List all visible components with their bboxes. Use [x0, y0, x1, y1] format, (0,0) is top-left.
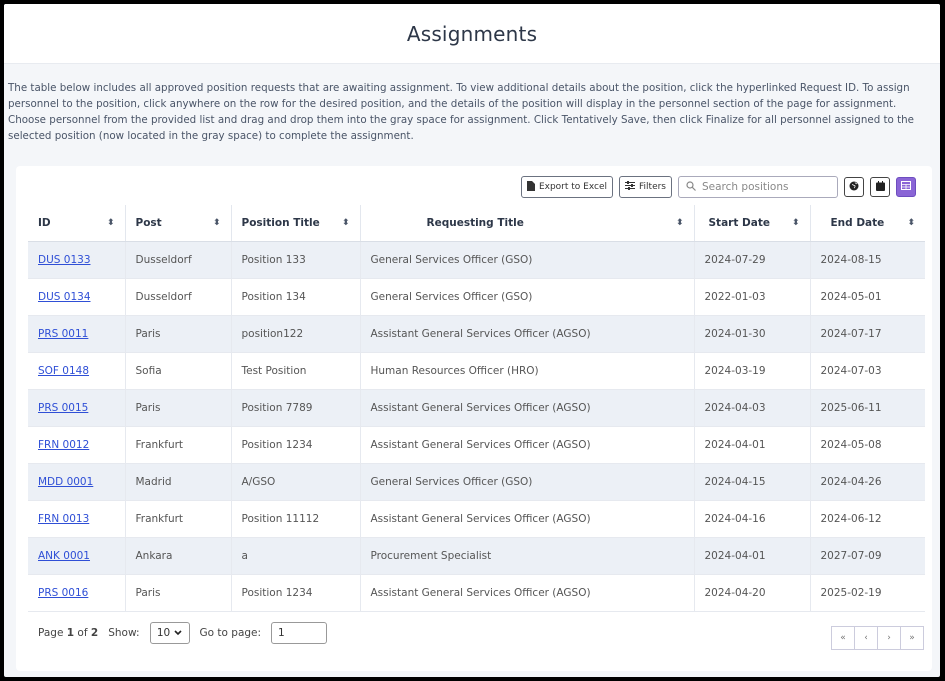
cell-start-date: 2024-04-01 — [694, 537, 810, 574]
request-id-link[interactable]: PRS 0016 — [38, 586, 89, 599]
cell-position-title: Position 1234 — [231, 574, 360, 611]
table-row[interactable] — [28, 278, 925, 315]
cell-position-title: Position 11112 — [231, 500, 360, 537]
table-row[interactable] — [28, 574, 925, 611]
sort-icon: ⬍ — [907, 217, 915, 228]
column-header-start-date[interactable]: Start Date ⬍ — [694, 205, 810, 241]
cell-requesting-title: Assistant General Services Officer (AGSO) — [360, 315, 694, 352]
cell-position-title: Test Position — [231, 352, 360, 389]
cell-position-title: position122 — [231, 315, 360, 352]
export-excel-button[interactable] — [521, 176, 613, 198]
cell-post: Ankara — [125, 537, 231, 574]
cell-position-title: a — [231, 537, 360, 574]
request-id-link[interactable]: FRN 0013 — [38, 512, 90, 525]
cell-start-date: 2024-03-19 — [694, 352, 810, 389]
cell-requesting-title: Assistant General Services Officer (AGSO) — [360, 500, 694, 537]
cell-id — [28, 278, 125, 315]
cell-id — [28, 463, 125, 500]
app-frame — [4, 4, 940, 677]
table-row[interactable] — [28, 352, 925, 389]
pagination-info — [38, 622, 327, 644]
cell-post: Madrid — [125, 463, 231, 500]
prev-page-button[interactable]: ‹ — [854, 626, 878, 650]
cell-start-date: 2024-01-30 — [694, 315, 810, 352]
cell-end-date: 2024-07-03 — [810, 352, 925, 389]
search-icon — [686, 181, 696, 194]
sort-icon: ⬍ — [212, 217, 221, 228]
cell-end-date: 2024-04-26 — [810, 463, 925, 500]
title-bar — [4, 4, 940, 64]
table-row[interactable] — [28, 426, 925, 463]
cell-id — [28, 426, 125, 463]
column-header-id[interactable]: ID ⬍ — [28, 205, 125, 241]
request-id-link[interactable]: PRS 0015 — [38, 401, 89, 414]
page-indicator: Page 1 of 2 — [38, 627, 99, 639]
request-id-link[interactable]: MDD 0001 — [38, 475, 94, 488]
cell-end-date: 2025-06-11 — [810, 389, 925, 426]
cell-post: Paris — [125, 315, 231, 352]
globe-icon — [849, 181, 859, 194]
cell-end-date: 2024-05-01 — [810, 278, 925, 315]
cell-start-date: 2024-04-15 — [694, 463, 810, 500]
request-id-link[interactable]: PRS 0011 — [38, 327, 89, 340]
request-id-link[interactable]: ANK 0001 — [38, 549, 90, 562]
column-header-requesting-title[interactable]: Requesting Title ⬍ — [360, 205, 694, 241]
globe-view-button[interactable] — [844, 177, 864, 197]
cell-requesting-title: General Services Officer (GSO) — [360, 463, 694, 500]
cell-requesting-title: Assistant General Services Officer (AGSO) — [360, 426, 694, 463]
table-row[interactable] — [28, 241, 925, 278]
table-header-row — [28, 205, 925, 241]
search-box — [678, 176, 838, 198]
positions-card — [16, 166, 932, 671]
table-icon — [901, 181, 911, 193]
table-row[interactable] — [28, 537, 925, 574]
table-row[interactable] — [28, 500, 925, 537]
cell-position-title: Position 1234 — [231, 426, 360, 463]
cell-requesting-title: Procurement Specialist — [360, 537, 694, 574]
file-icon — [527, 181, 535, 194]
goto-page-input[interactable]: 1 — [271, 622, 327, 644]
cell-position-title: Position 133 — [231, 241, 360, 278]
cell-requesting-title: Assistant General Services Officer (AGSO) — [360, 574, 694, 611]
cell-post: Paris — [125, 389, 231, 426]
page-title: Assignments — [406, 21, 538, 46]
cell-post: Dusseldorf — [125, 241, 231, 278]
cell-end-date: 2024-05-08 — [810, 426, 925, 463]
table-row[interactable] — [28, 315, 925, 352]
cell-end-date: 2024-07-17 — [810, 315, 925, 352]
cell-id — [28, 241, 125, 278]
cell-end-date: 2024-06-12 — [810, 500, 925, 537]
cell-start-date: 2024-04-16 — [694, 500, 810, 537]
cell-position-title: A/GSO — [231, 463, 360, 500]
cell-post: Sofia — [125, 352, 231, 389]
cell-id — [28, 389, 125, 426]
table-toolbar — [521, 176, 916, 198]
table-row[interactable] — [28, 463, 925, 500]
column-header-end-date[interactable]: End Date ⬍ — [810, 205, 925, 241]
last-page-button[interactable]: » — [900, 626, 924, 650]
cell-end-date: 2027-07-09 — [810, 537, 925, 574]
cell-id — [28, 574, 125, 611]
cell-id — [28, 315, 125, 352]
calendar-icon — [876, 181, 885, 194]
cell-requesting-title: General Services Officer (GSO) — [360, 278, 694, 315]
cell-position-title: Position 134 — [231, 278, 360, 315]
intro-text: The table below includes all approved position requests that are awaiting assignment. To view additional details about the position, click the hyperlinked Request ID. To assign personnel to the position, click anywhere on the row for the desired position, and the details of the position will display in the personnel section of the page for assignment. Choose personnel from the provided list and drag and drop them into the gray space for assignment. Click Tentatively Save, then click Finalize for all personnel assigned to the selected position (now located in the gray space) to complete the assignment. — [8, 82, 915, 142]
cell-start-date: 2024-04-01 — [694, 426, 810, 463]
column-header-post[interactable]: Post ⬍ — [125, 205, 231, 241]
cell-post: Dusseldorf — [125, 278, 231, 315]
cell-requesting-title: Human Resources Officer (HRO) — [360, 352, 694, 389]
search-input[interactable] — [702, 181, 822, 193]
cell-post: Frankfurt — [125, 500, 231, 537]
positions-table — [28, 205, 925, 612]
request-id-link[interactable]: DUS 0134 — [38, 290, 91, 303]
request-id-link[interactable]: SOF 0148 — [38, 364, 90, 377]
cell-id — [28, 537, 125, 574]
cell-id — [28, 352, 125, 389]
filters-button[interactable] — [619, 176, 672, 198]
table-view-button[interactable] — [896, 177, 916, 197]
sliders-icon — [625, 181, 635, 193]
request-id-link[interactable]: FRN 0012 — [38, 438, 90, 451]
chevron-down-icon — [174, 627, 182, 639]
cell-end-date: 2025-02-19 — [810, 574, 925, 611]
first-page-button[interactable]: « — [831, 626, 855, 650]
cell-start-date: 2024-04-03 — [694, 389, 810, 426]
sort-icon: ⬍ — [341, 217, 350, 228]
cell-id — [28, 500, 125, 537]
column-header-position-title[interactable]: Position Title ⬍ — [231, 205, 360, 241]
pagination-buttons — [832, 626, 924, 650]
sort-icon: ⬍ — [106, 217, 115, 228]
cell-end-date: 2024-08-15 — [810, 241, 925, 278]
cell-start-date: 2022-01-03 — [694, 278, 810, 315]
goto-label: Go to page: — [199, 627, 262, 639]
show-label: Show: — [108, 627, 140, 639]
page-size-select[interactable]: 10 — [150, 622, 190, 644]
cell-requesting-title: Assistant General Services Officer (AGSO) — [360, 389, 694, 426]
cell-post: Frankfurt — [125, 426, 231, 463]
cell-start-date: 2024-04-20 — [694, 574, 810, 611]
export-label: Export to Excel — [538, 182, 608, 192]
cell-requesting-title: General Services Officer (GSO) — [360, 241, 694, 278]
sort-icon: ⬍ — [791, 217, 800, 228]
table-body — [28, 241, 925, 611]
cell-position-title: Position 7789 — [231, 389, 360, 426]
filters-label: Filters — [639, 182, 666, 192]
request-id-link[interactable]: DUS 0133 — [38, 253, 91, 266]
next-page-button[interactable]: › — [877, 626, 901, 650]
cell-start-date: 2024-07-29 — [694, 241, 810, 278]
calendar-view-button[interactable] — [870, 177, 890, 197]
sort-icon: ⬍ — [675, 217, 684, 228]
cell-post: Paris — [125, 574, 231, 611]
table-row[interactable] — [28, 389, 925, 426]
